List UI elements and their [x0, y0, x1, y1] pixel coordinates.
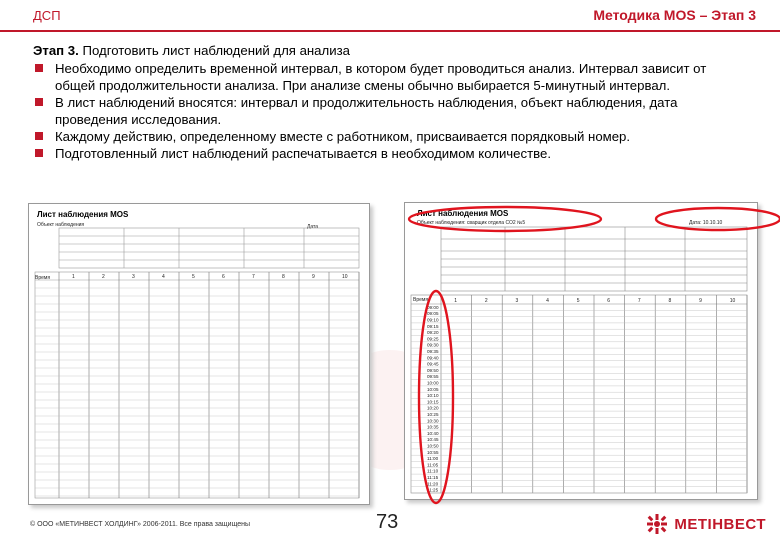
column-number: 3	[515, 298, 519, 304]
stage-heading-text: Подготовить лист наблюдений для анализа	[78, 43, 350, 58]
time-slot-label: 10:10	[427, 393, 439, 399]
sheet-time-label: Время	[413, 297, 429, 303]
time-slot-label: 11:05	[427, 462, 439, 468]
time-slot-label: 09:20	[427, 330, 439, 336]
time-slot-label: 11:10	[427, 468, 439, 474]
sheet-title: Лист наблюдения MOS	[417, 209, 509, 218]
time-slot-label: 09:25	[427, 336, 439, 342]
column-number: 8	[282, 274, 285, 280]
logo-text: МЕТІНВЕСТ	[674, 515, 766, 533]
column-number: 2	[484, 298, 488, 304]
slide-title: Методика MOS – Этап 3	[593, 7, 756, 23]
time-slot-label: 10:40	[427, 430, 439, 436]
time-slot-label: 10:25	[427, 412, 439, 417]
column-number: 4	[162, 274, 165, 280]
time-slot-label: 10:45	[427, 437, 439, 443]
page-number: 73	[376, 511, 399, 533]
time-slot-label: 09:15	[427, 323, 439, 329]
highlight-time-column-ellipse	[419, 291, 453, 503]
column-number: 4	[546, 298, 549, 304]
sheet-date-label: Дата	[307, 224, 319, 230]
header-label: ДСП	[33, 8, 61, 23]
column-number: 9	[699, 298, 702, 304]
logo-mark-icon	[646, 513, 668, 535]
column-number: 8	[668, 298, 672, 304]
time-slot-label: 11:20	[427, 481, 439, 487]
column-number: 5	[576, 298, 580, 304]
column-number: 2	[102, 274, 105, 280]
bullet-text: В лист наблюдений вносятся: интервал и продолжительность наблюдения, объект наблюдения, дата проведения исследования.	[55, 95, 678, 127]
highlight-object-ellipse	[409, 207, 601, 231]
time-slot-label: 10:55	[427, 449, 439, 455]
column-number: 1	[454, 298, 458, 304]
time-slot-label: 09:45	[427, 361, 439, 367]
time-slot-label: 09:35	[427, 349, 439, 354]
time-slot-label: 09:10	[427, 317, 439, 323]
time-slot-label: 10:50	[427, 443, 439, 449]
time-slot-label: 10:00	[427, 380, 439, 386]
time-slot-label: 09:05	[427, 311, 439, 317]
column-number: 7	[637, 298, 641, 304]
bullet-text: Подготовленный лист наблюдений распечатывается в необходимом количестве.	[55, 146, 552, 161]
column-number: 10	[729, 298, 736, 304]
sheet-object-label: Объект наблюдения	[37, 222, 85, 228]
time-slot-label: 09:40	[427, 355, 439, 361]
stage-heading-number: Этап 3.	[33, 43, 79, 58]
time-slot-label: 10:35	[427, 424, 439, 430]
time-slot-label: 10:05	[427, 386, 439, 392]
company-logo	[646, 513, 766, 535]
time-slot-label: 09:55	[427, 374, 439, 380]
time-slot-label: 11:25	[427, 487, 439, 493]
column-number: 10	[342, 274, 348, 280]
column-number: 3	[132, 274, 135, 280]
time-slot-label: 10:30	[427, 418, 439, 424]
column-number: 7	[252, 274, 255, 280]
time-slot-label: 10:20	[427, 405, 439, 411]
time-slot-label: 11:00	[427, 456, 439, 462]
sheet-object-label: Объект наблюдения: сварщик отдела СО2 №5	[417, 220, 526, 226]
copyright-text: © ООО «МЕТИНВЕСТ ХОЛДИНГ» 2006-2011. Все права защищены	[30, 521, 251, 528]
sheet-date-label: Дата: 10.10.10	[689, 220, 723, 226]
time-slot-label: 10:15	[427, 399, 439, 405]
bullet-text: Каждому действию, определенному вместе с работником, присваивается порядковый номер.	[55, 129, 631, 144]
time-slot-label: 09:00	[427, 304, 439, 310]
highlight-date-ellipse	[656, 208, 780, 230]
bullet-text: Необходимо определить временной интервал, в котором будет проводиться анализ. Интервал зависит от общей продолжительности анализа. При анализе смены обычно выбирается 5-минутный интервал.	[55, 61, 707, 93]
time-slot-label: 11:15	[427, 475, 439, 480]
column-number: 1	[72, 274, 75, 280]
column-number: 6	[222, 274, 225, 280]
time-slot-label: 09:50	[427, 367, 439, 373]
sheet-time-label: Время	[35, 275, 51, 281]
time-slot-label: 09:30	[427, 342, 439, 348]
column-number: 5	[192, 274, 195, 280]
column-number: 9	[312, 274, 315, 280]
column-number: 6	[607, 298, 611, 304]
sheet-title: Лист наблюдения MOS	[37, 210, 129, 219]
